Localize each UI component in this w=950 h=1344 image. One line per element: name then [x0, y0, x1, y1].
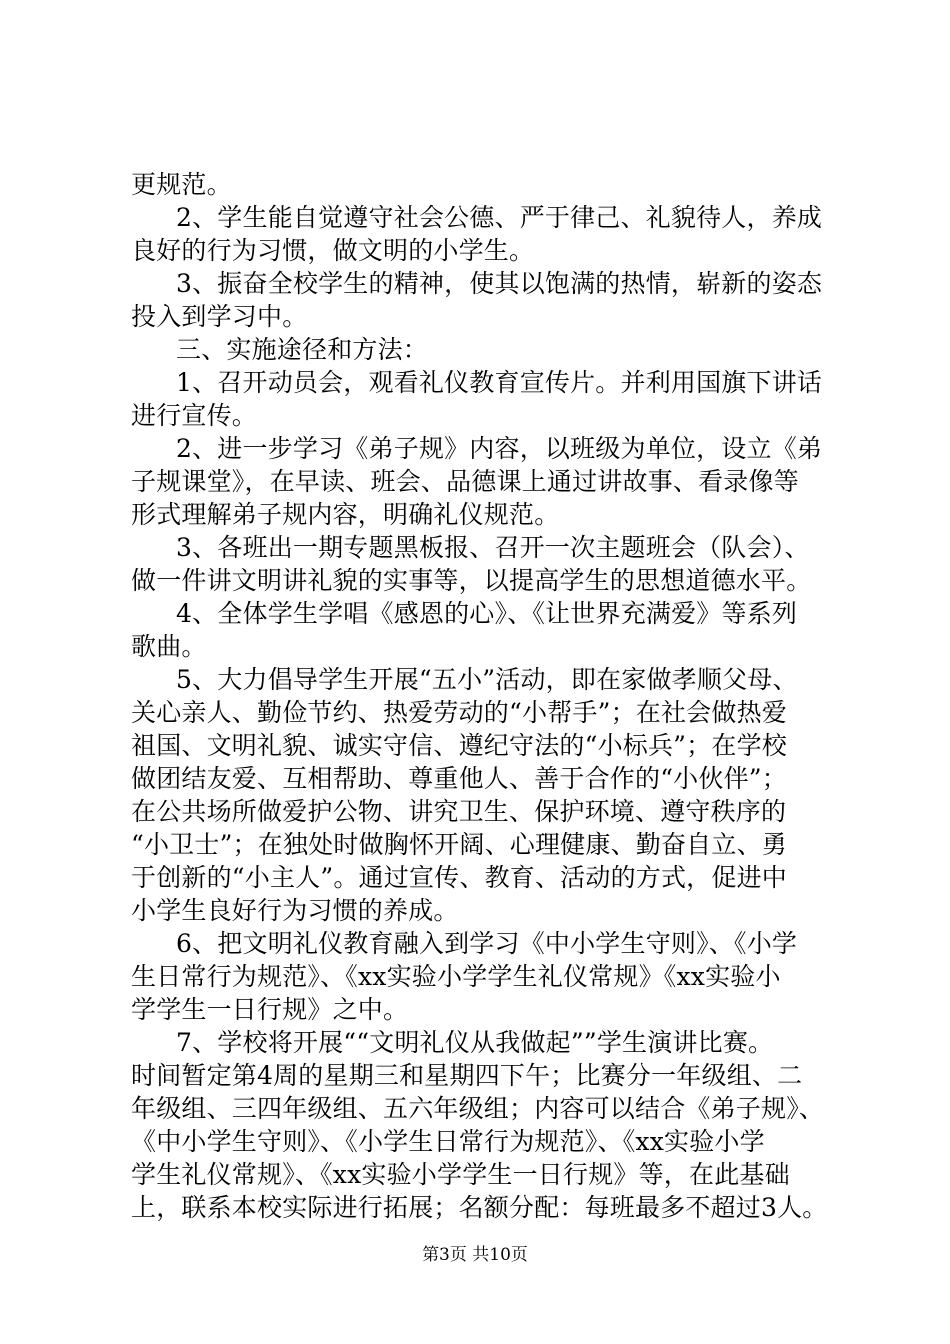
body-line: 良好的行为习惯，做文明的小学生。: [131, 236, 535, 265]
body-line: 2、进一步学习《弟子规》内容，以班级为单位，设立《弟: [176, 434, 823, 463]
body-line: 生日常行为规范》、《xx实验小学学生礼仪常规》《xx实验小: [131, 962, 781, 991]
body-line: 1、召开动员会，观看礼仪教育宣传片。并利用国旗下讲话: [176, 368, 823, 397]
body-line: 投入到学习中。: [131, 302, 308, 331]
body-line: 关心亲人、勤俭节约、热爱劳动的“小帮手”；在社会做热爱: [131, 698, 787, 727]
body-line: 小学生良好行为习惯的养成。: [131, 896, 459, 925]
body-line: 做一件讲文明讲礼貌的实事等，以提高学生的思想道德水平。: [131, 566, 812, 595]
body-line: 学生礼仪常规》、《xx实验小学学生一日行规》等，在此基础: [131, 1160, 790, 1189]
body-line: 祖国、文明礼貌、诚实守信、遵纪守法的“小标兵”；在学校: [131, 731, 787, 760]
page-footer: 第3页 共10页: [422, 1245, 528, 1265]
body-line: 3、各班出一期专题黑板报、召开一次主题班会（队会）、: [176, 533, 810, 562]
body-line: 年级组、三四年级组、五六年级组；内容可以结合《弟子规》、: [131, 1094, 825, 1123]
body-line: 形式理解弟子规内容，明确礼仪规范。: [131, 500, 560, 529]
section-heading: 三、实施途径和方法：: [176, 335, 429, 364]
body-line: 7、学校将开展““文明礼仪从我做起””学生演讲比赛。: [176, 1028, 774, 1057]
body-line: 做团结友爱、互相帮助、尊重他人、善于合作的“小伙伴”；: [131, 764, 787, 793]
body-line: 3、振奋全校学生的精神，使其以饱满的热情，崭新的姿态: [176, 269, 823, 298]
body-line: 《中小学生守则》、《小学生日常行为规范》、《xx实验小学: [131, 1127, 765, 1156]
body-line: 于创新的“小主人”。通过宣传、教育、活动的方式，促进中: [131, 863, 787, 892]
body-line: 子规课堂》，在早读、班会、品德课上通过讲故事、看录像等: [131, 467, 799, 496]
body-line: 4、全体学生学唱《感恩的心》、《让世界充满爱》等系列: [176, 599, 798, 628]
body-line: 进行宣传。: [131, 401, 258, 430]
body-line: 6、把文明礼仪教育融入到学习《中小学生守则》、《小学: [176, 929, 798, 958]
body-line: 上，联系本校实际进行拓展；名额分配：每班最多不超过3人。: [131, 1193, 828, 1222]
document-body: [131, 168, 831, 1224]
body-line: 时间暂定第4周的星期三和星期四下午；比赛分一年级组、二: [131, 1061, 803, 1090]
body-line: 更规范。: [131, 170, 232, 199]
body-line: 2、学生能自觉遵守社会公德、严于律己、礼貌待人，养成: [176, 203, 823, 232]
body-line: 在公共场所做爱护公物、讲究卫生、保护环境、遵守秩序的: [131, 797, 787, 826]
body-line: “小卫士”；在独处时做胸怀开阔、心理健康、勤奋自立、勇: [131, 830, 787, 859]
body-line: 学学生一日行规》之中。: [131, 995, 409, 1024]
body-line: 歌曲。: [131, 632, 207, 661]
body-line: 5、大力倡导学生开展“五小”活动，即在家做孝顺父母、: [176, 665, 798, 694]
